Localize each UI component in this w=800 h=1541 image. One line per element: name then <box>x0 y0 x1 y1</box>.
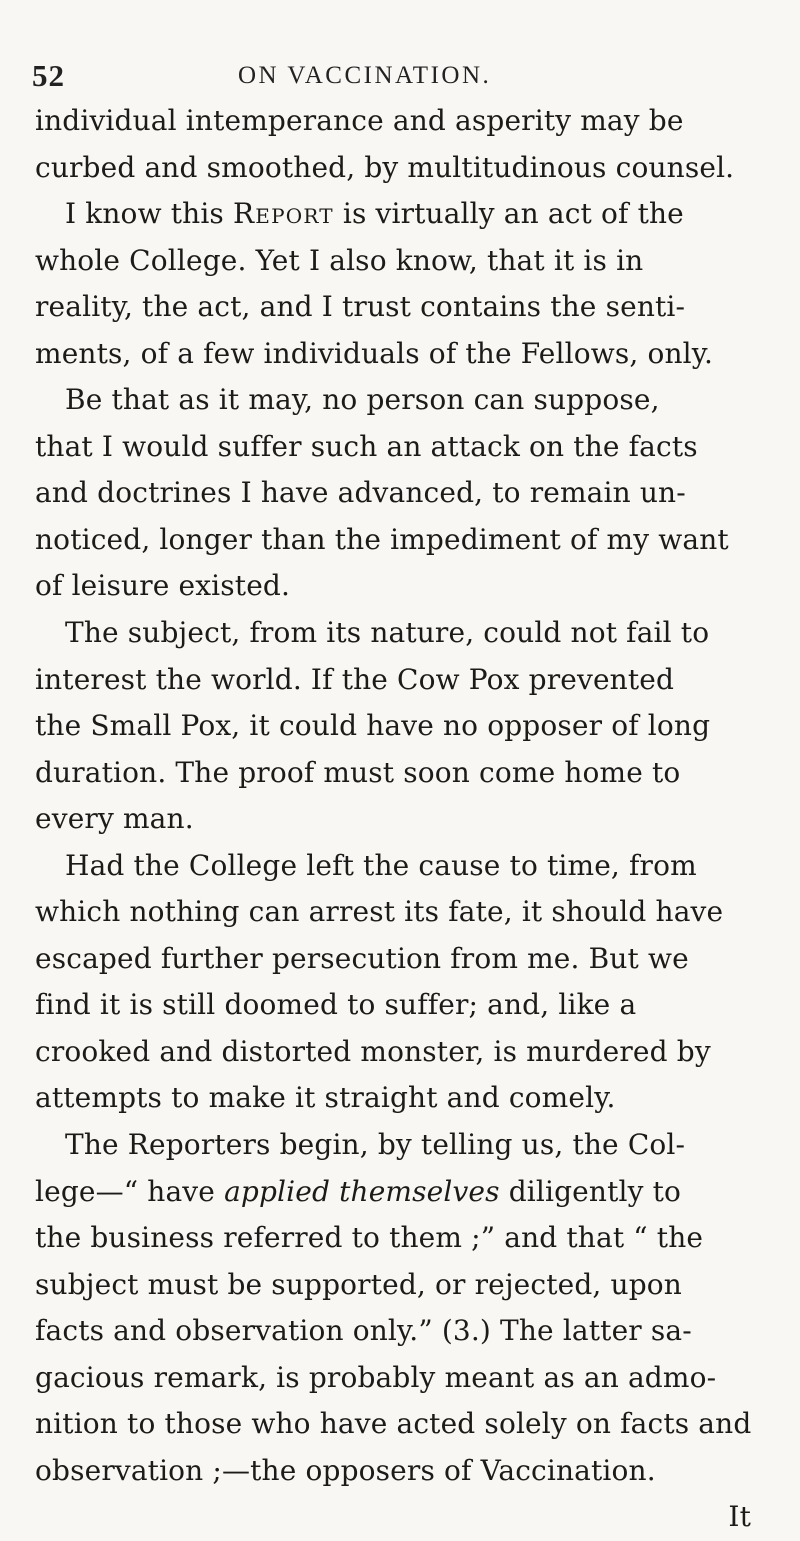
text-line: of leisure existed. <box>35 569 291 603</box>
text-line: The subject, from its nature, could not fail to <box>65 616 710 650</box>
text-line: curbed and smoothed, by multitudinous counsel. <box>35 150 735 184</box>
text-line: Had the College left the cause to time, from <box>65 848 697 882</box>
running-head <box>32 58 732 98</box>
text-line: escaped further persecution from me. But we <box>35 941 689 975</box>
text-line: facts and observation only.” (3.) The latter sa- <box>35 1314 692 1348</box>
text-line: the business referred to them ;” and that “ the <box>35 1221 704 1255</box>
text-line: the Small Pox, it could have no opposer of long <box>35 709 711 743</box>
text-line: every man. <box>35 802 194 836</box>
text-line: Be that as it may, no person can suppose, <box>65 383 660 417</box>
text-line: lege—“ have applied themselves diligently to <box>35 1174 682 1208</box>
text-line: interest the world. If the Cow Pox prevented <box>35 662 675 696</box>
running-title: ON VACCINATION. <box>238 62 492 89</box>
text-line: reality, the act, and I trust contains the senti- <box>35 290 686 324</box>
text-line: find it is still doomed to suffer; and, like a <box>35 988 637 1022</box>
text-line: crooked and distorted monster, is murdered by <box>35 1034 711 1068</box>
text-line: individual intemperance and asperity may be <box>35 104 684 137</box>
italic-phrase: applied themselves <box>224 1174 500 1208</box>
text-line: ments, of a few individuals of the Fellows, only. <box>35 336 714 370</box>
catchword: It <box>728 1500 751 1534</box>
text-line: whole College. Yet I also know, that it is in <box>35 243 644 277</box>
text-line: The Reporters begin, by telling us, the Col- <box>65 1128 686 1162</box>
text-line: gacious remark, is probably meant as an admo- <box>35 1360 717 1394</box>
text-line: nition to those who have acted solely on facts and <box>35 1407 752 1441</box>
text-line: that I would suffer such an attack on the facts <box>35 429 698 463</box>
text-line: noticed, longer than the impediment of my want <box>35 522 729 556</box>
text-line: subject must be supported, or rejected, upon <box>35 1267 682 1301</box>
body-text <box>35 98 765 1541</box>
text-line: duration. The proof must soon come home to <box>35 755 681 789</box>
text-line: I know this Report is virtually an act of the <box>65 197 684 231</box>
text-line: attempts to make it straight and comely. <box>35 1081 616 1115</box>
text-line: observation ;—the opposers of Vaccination. <box>35 1453 656 1487</box>
small-caps-word: Report <box>233 197 334 231</box>
text-line: and doctrines I have advanced, to remain un- <box>35 476 686 510</box>
page-number: 52 <box>32 58 65 93</box>
text-line: which nothing can arrest its fate, it should have <box>35 895 724 929</box>
